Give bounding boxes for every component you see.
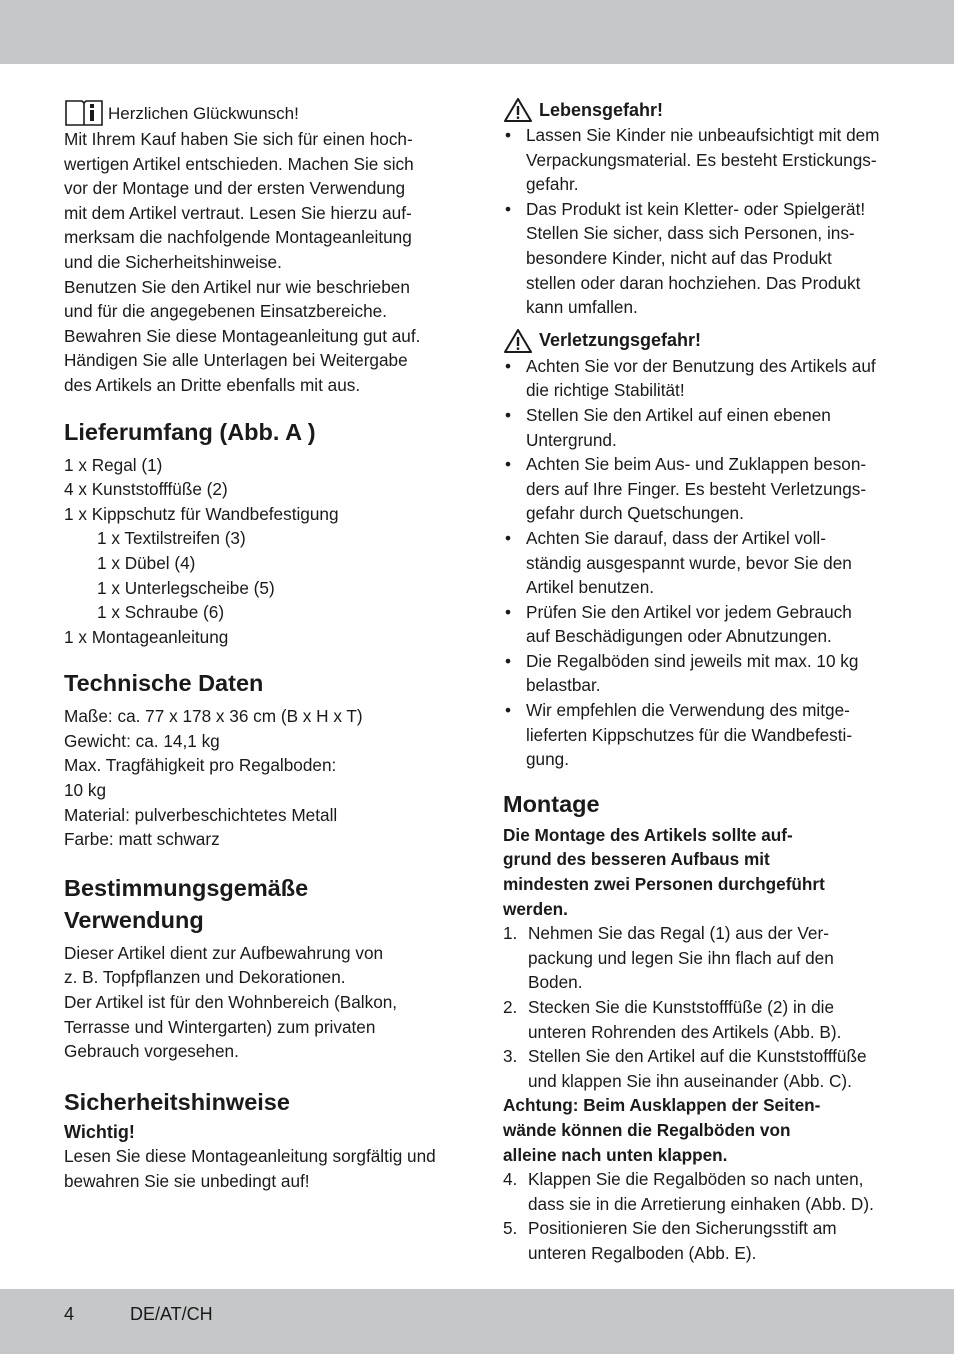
intro-line: vor der Montage und der ersten Verwendung [64,178,406,199]
danger-item-line: stellen oder daran hochziehen. Das Produkt [526,272,861,293]
step-item [503,1167,898,1216]
injury-heading-row [503,328,898,354]
delivery-subitem: 1 x Dübel (4) [97,552,196,573]
injury-item [503,649,898,698]
injury-item-line: auf Beschädigungen oder Abnutzungen. [526,626,832,647]
injury-item-line: Artikel benutzen. [526,577,655,598]
important-line: Lesen Sie diese Montageanleitung sorgfältig und [64,1146,436,1167]
step-line: unteren Regalboden (Abb. E). [528,1242,757,1263]
danger-item-line: Lassen Sie Kinder nie unbeaufsichtigt mit dem [526,125,880,145]
delivery-item: 1 x Montageanleitung [64,626,229,647]
injury-item-line: ständig ausgespannt wurde, bevor Sie den [526,552,852,573]
use-title-line: Bestimmungsgemäße [64,874,309,901]
delivery-subitem: 1 x Textilstreifen (3) [97,528,246,549]
montage-intro-line: grund des besseren Aufbaus mit [503,849,770,870]
injury-item [503,452,898,526]
injury-item [503,698,898,772]
delivery-item: 1 x Regal (1) [64,454,163,475]
step-number: 1. [503,923,518,944]
intro-heading: Herzlichen Glückwunsch! [108,104,299,124]
step-number: 5. [503,1218,518,1239]
important-heading: Wichtig! [64,1121,135,1142]
injury-item-line: lieferten Kippschutzes für die Wandbefesti- [526,724,853,745]
injury-item [503,600,898,649]
use-line: Gebrauch vorgesehen. [64,1041,239,1062]
step-item [503,1044,898,1093]
danger-item-line: Das Produkt ist kein Kletter- oder Spielgerät! [526,198,866,219]
injury-list [503,354,898,772]
step-number: 3. [503,1046,518,1067]
danger-item [503,123,898,197]
page-number: 4 [64,1304,75,1324]
warning-triangle-icon [503,328,533,354]
intro-line: Mit Ihrem Kauf haben Sie sich für einen hoch- [64,129,413,149]
step-number: 2. [503,997,518,1017]
top-bar [0,0,954,64]
intro-text [64,127,459,398]
step-line: Stellen Sie den Artikel auf die Kunststofffüße [528,1046,867,1067]
step-line: und klappen Sie ihn auseinander (Abb. C). [528,1070,852,1091]
injury-heading: Verletzungsgefahr! [539,330,702,351]
intro-line: wertigen Artikel entschieden. Machen Sie sich [64,153,414,174]
manual-info-icon [64,97,104,127]
tech-list [64,704,459,852]
danger-item-line: gefahr. [526,174,579,195]
tech-line: Maße: ca. 77 x 178 x 36 cm (B x H x T) [64,706,363,727]
injury-item [503,403,898,452]
steps-list-b [503,1167,898,1265]
intro-line: und die Sicherheitshinweise. [64,251,282,272]
step-line: Nehmen Sie das Regal (1) aus der Ver- [528,923,829,944]
attention-line: Achtung: Beim Ausklappen der Seiten- [503,1095,821,1116]
use-line: Terrasse und Wintergarten) zum privaten [64,1016,376,1037]
tech-line: 10 kg [64,780,107,801]
attention-line: wände können die Regalböden von [503,1119,791,1140]
intro-line: und für die angegebenen Einsatzbereiche. [64,301,387,322]
intro-line: mit dem Artikel vertraut. Lesen Sie hierzu auf- [64,202,412,223]
step-line: dass sie in die Arretierung einhaken (Abb. D). [528,1193,874,1214]
injury-item-line: Achten Sie beim Aus- und Zuklappen beson- [526,454,867,475]
montage-intro-line: werden. [503,898,568,919]
danger-item [503,197,898,320]
use-line: z. B. Topfpflanzen und Dekorationen. [64,967,346,988]
tech-line: Gewicht: ca. 14,1 kg [64,730,220,751]
intro-line: Bewahren Sie diese Montageanleitung gut auf. [64,325,421,346]
danger-item-line: besondere Kinder, nicht auf das Produkt [526,247,832,268]
tech-line: Max. Tragfähigkeit pro Regalboden: [64,755,337,776]
danger-heading-row [503,97,898,123]
step-item [503,1216,898,1265]
step-line: Klappen Sie die Regalböden so nach unten, [528,1169,864,1190]
step-number: 4. [503,1169,518,1190]
intro-line: Händigen Sie alle Unterlagen bei Weitergabe [64,350,408,371]
tech-title: Technische Daten [64,670,264,697]
right-column [503,97,898,1266]
danger-item-line: Verpackungsmaterial. Es besteht Erstickungs- [526,149,877,170]
montage-intro-line: Die Montage des Artikels sollte auf- [503,824,793,845]
tech-line: Material: pulverbeschichtetes Metall [64,804,338,825]
danger-list [503,123,898,320]
intro-line: Benutzen Sie den Artikel nur wie beschrieben [64,276,410,297]
step-item [503,995,898,1044]
step-line: packung und legen Sie ihn flach auf den [528,947,834,968]
step-line: Boden. [528,972,583,993]
region-label: DE/AT/CH [130,1304,213,1324]
step-line: Stecken Sie die Kunststofffüße (2) in die [528,997,835,1017]
step-line: unteren Rohrenden des Artikels (Abb. B). [528,1021,842,1042]
left-column [64,97,459,1194]
step-item [503,921,898,995]
injury-item-line: Stellen Sie den Artikel auf einen ebenen [526,404,831,425]
injury-item-line: Wir empfehlen die Verwendung des mitge- [526,700,850,721]
delivery-list [64,453,459,650]
danger-heading: Lebensgefahr! [539,99,664,120]
injury-item-line: gung. [526,749,570,770]
warning-triangle-icon [503,97,533,123]
injury-item-line: die richtige Stabilität! [526,380,685,401]
injury-item-line: Achten Sie darauf, dass der Artikel voll- [526,527,826,548]
intro-line: des Artikels an Dritte ebenfalls mit aus. [64,374,361,395]
injury-item-line: ders auf Ihre Finger. Es besteht Verletzungs- [526,478,867,499]
delivery-subitem: 1 x Unterlegscheibe (5) [97,577,275,598]
injury-item-line: Untergrund. [526,429,617,450]
use-line: Dieser Artikel dient zur Aufbewahrung von [64,942,384,963]
delivery-item: 1 x Kippschutz für Wandbefestigung [64,503,339,524]
injury-item [503,526,898,600]
steps-list-a [503,921,898,1093]
injury-item [503,354,898,403]
use-line: Der Artikel ist für den Wohnbereich (Balkon, [64,992,398,1013]
injury-item-line: gefahr durch Quetschungen. [526,503,744,524]
injury-item-line: belastbar. [526,675,601,696]
montage-title: Montage [503,790,600,817]
important-text [64,1144,459,1193]
tech-line: Farbe: matt schwarz [64,829,220,850]
safety-title: Sicherheitshinweise [64,1088,290,1115]
injury-item-line: Die Regalböden sind jeweils mit max. 10 kg [526,650,859,671]
injury-item-line: Prüfen Sie den Artikel vor jedem Gebrauch [526,601,852,622]
injury-item-line: Achten Sie vor der Benutzung des Artikels auf [526,355,876,376]
danger-item-line: Stellen Sie sicher, dass sich Personen, ins- [526,223,855,244]
step-line: Positionieren Sie den Sicherungsstift am [528,1218,837,1239]
danger-item-line: kann umfallen. [526,297,638,318]
important-line: bewahren Sie sie unbedingt auf! [64,1171,310,1191]
delivery-subitem: 1 x Schraube (6) [97,602,225,623]
intro-heading-row [64,97,459,127]
use-text [64,941,459,1064]
delivery-item: 4 x Kunststofffüße (2) [64,479,228,500]
montage-intro-line: mindesten zwei Personen durchgeführt [503,874,825,895]
delivery-title: Lieferumfang (Abb. A ) [64,418,316,445]
attention-note [503,1093,898,1167]
use-title [64,872,459,936]
use-title-line: Verwendung [64,906,204,933]
montage-intro [503,823,898,921]
attention-line: alleine nach unten klappen. [503,1144,728,1165]
intro-line: merksam die nachfolgende Montageanleitung [64,227,412,248]
